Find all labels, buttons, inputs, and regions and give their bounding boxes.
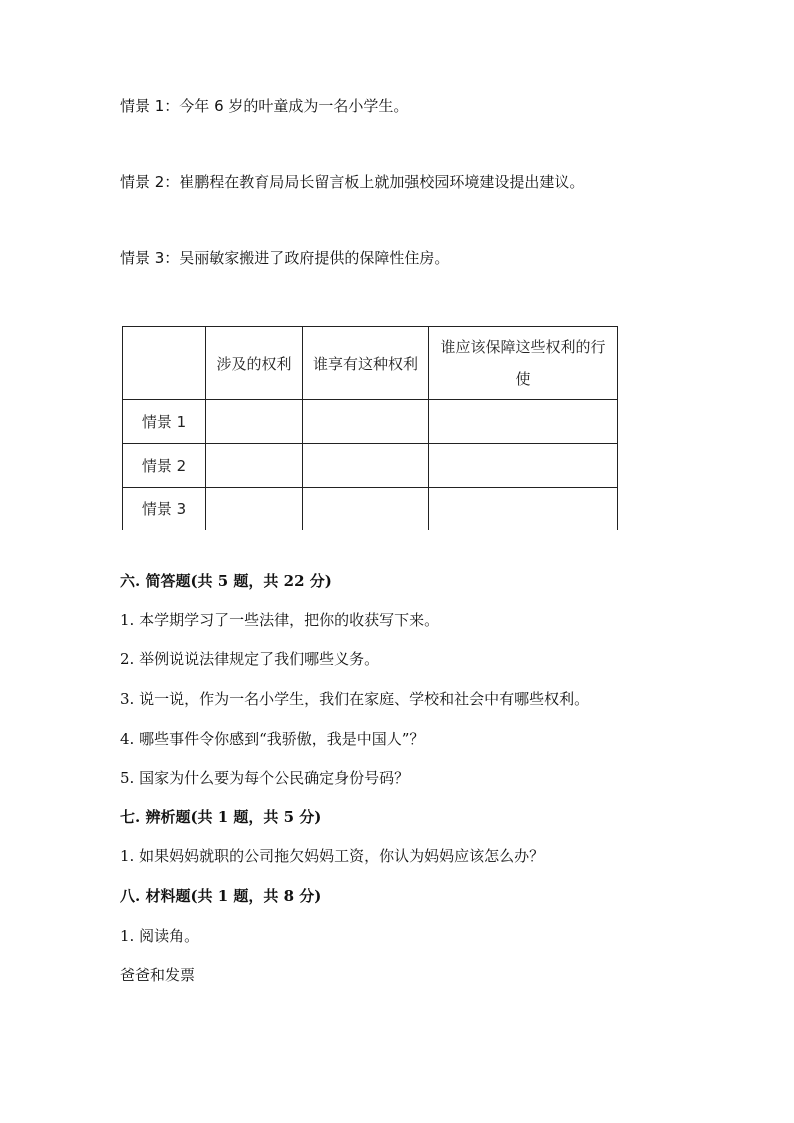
table-row-label: 情景 1 (123, 400, 206, 444)
section-6-question-5: 5. 国家为什么要为每个公民确定身份号码？ (120, 769, 410, 787)
section-7-question-1: 1. 如果妈妈就职的公司拖欠妈妈工资，你认为妈妈应该怎么办？ (120, 847, 545, 865)
rights-table (122, 326, 618, 530)
scenario-1: 情景 1：今年 6 岁的叶童成为一名小学生。 (120, 97, 409, 115)
section-6-question-3: 3. 说一说，作为一名小学生，我们在家庭、学校和社会中有哪些权利。 (120, 690, 590, 708)
table-cell (429, 400, 618, 444)
table-row-label: 情景 3 (123, 488, 206, 530)
table-cell (303, 444, 429, 488)
table-cell (206, 444, 303, 488)
table-row-label: 情景 2 (123, 444, 206, 488)
table-row (123, 400, 618, 444)
section-8-title: 八. 材料题(共 1 题，共 8 分) (120, 887, 322, 905)
section-6-question-2: 2. 举例说说法律规定了我们哪些义务。 (120, 650, 380, 668)
section-7-title: 七. 辨析题(共 1 题，共 5 分) (120, 808, 322, 826)
section-8-question-1: 1. 阅读角。 (120, 927, 200, 945)
scenario-3: 情景 3：吴丽敏家搬进了政府提供的保障性住房。 (120, 249, 450, 267)
table-header-guarantor: 谁应该保障这些权利的行使 (429, 327, 618, 400)
section-6-question-1: 1. 本学期学习了一些法律，把你的收获写下来。 (120, 611, 440, 629)
table-cell (429, 488, 618, 530)
table-cell (303, 488, 429, 530)
table-header-holder: 谁享有这种权利 (303, 327, 429, 400)
table-row (123, 488, 618, 530)
section-6-question-4: 4. 哪些事件令你感到“我骄傲，我是中国人”？ (120, 730, 425, 748)
table-header-empty (123, 327, 206, 400)
material-title: 爸爸和发票 (120, 966, 196, 984)
table-cell (303, 400, 429, 444)
section-6-title: 六. 简答题(共 5 题，共 22 分) (120, 572, 332, 590)
table-header-row (123, 327, 618, 400)
table-cell (206, 400, 303, 444)
table-cell (206, 488, 303, 530)
table-header-right: 涉及的权利 (206, 327, 303, 400)
table-row (123, 444, 618, 488)
scenario-2: 情景 2：崔鹏程在教育局局长留言板上就加强校园环境建设提出建议。 (120, 173, 585, 191)
table-cell (429, 444, 618, 488)
